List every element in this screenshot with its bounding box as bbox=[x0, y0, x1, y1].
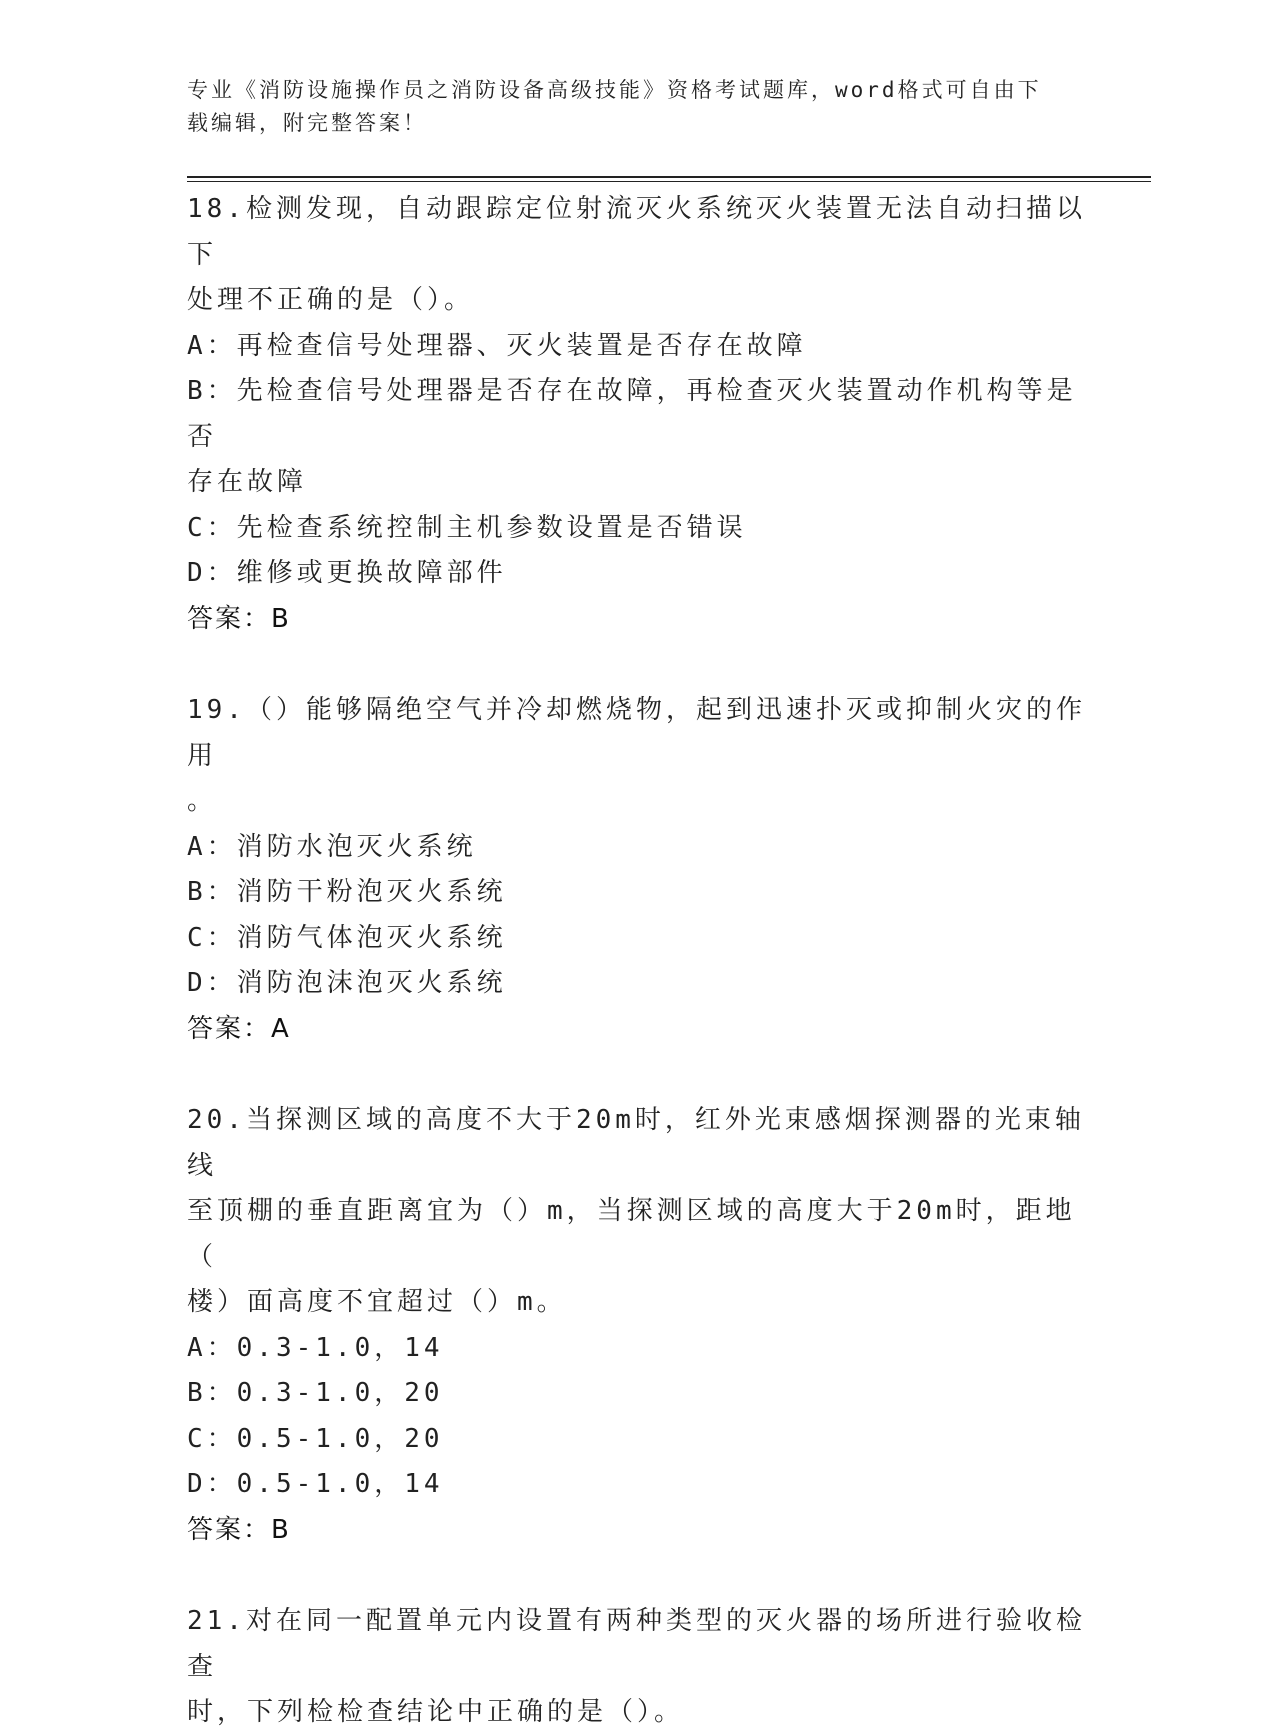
option-d: D：0.5-1.0，14 bbox=[187, 1469, 444, 1499]
option-c: C：消防气体泡灭火系统 bbox=[187, 922, 507, 953]
question-stem-line: 时，下列检检查结论中正确的是（）。 bbox=[187, 1697, 685, 1727]
spacer bbox=[187, 642, 1087, 688]
question-stem-line: 处理不正确的是（）。 bbox=[187, 285, 475, 315]
answer-label: 答案：B bbox=[187, 1514, 291, 1545]
header-line-2: 载编辑，附完整答案！ bbox=[187, 111, 427, 135]
answer-label: 答案：B bbox=[187, 603, 291, 634]
question-stem-line: 20.当探测区域的高度不大于20m时，红外光束感烟探测器的光束轴线 bbox=[187, 1105, 1085, 1181]
question-stem-line: 19.（）能够隔绝空气并冷却燃烧物，起到迅速扑灭或抑制火灾的作用 bbox=[187, 695, 1086, 771]
header-divider-thin bbox=[187, 181, 1151, 182]
option-b: B：0.3-1.0，20 bbox=[187, 1378, 444, 1408]
question-stem-line: 21.对在同一配置单元内设置有两种类型的灭火器的场所进行验收检查 bbox=[187, 1606, 1086, 1682]
question-stem-line: 。 bbox=[187, 786, 218, 816]
question-stem-line: 至顶棚的垂直距离宜为（）m，当探测区域的高度大于20m时，距地（ bbox=[187, 1196, 1076, 1272]
question-20 bbox=[187, 1098, 1087, 1553]
answer-label: 答案：A bbox=[187, 1013, 291, 1044]
option-a: A：再检查信号处理器、灭火装置是否存在故障 bbox=[187, 330, 807, 361]
option-a: A：消防水泡灭火系统 bbox=[187, 831, 477, 862]
option-d: D：消防泡沫泡灭火系统 bbox=[187, 968, 507, 998]
question-19 bbox=[187, 688, 1087, 1052]
option-b: B：消防干粉泡灭火系统 bbox=[187, 877, 507, 907]
question-stem-line: 18.检测发现，自动跟踪定位射流灭火系统灭火装置无法自动扫描以下 bbox=[187, 194, 1086, 270]
question-21 bbox=[187, 1599, 1087, 1736]
option-c: C：0.5-1.0，20 bbox=[187, 1423, 444, 1454]
document-header bbox=[187, 74, 1067, 140]
option-c: C：先检查系统控制主机参数设置是否错误 bbox=[187, 512, 747, 543]
question-18 bbox=[187, 187, 1087, 642]
question-list bbox=[187, 187, 1087, 1736]
option-b: B：先检查信号处理器是否存在故障，再检查灭火装置动作机构等是否 bbox=[187, 376, 1077, 452]
option-d: D：维修或更换故障部件 bbox=[187, 558, 507, 588]
spacer bbox=[187, 1553, 1087, 1599]
option-a: A：0.3-1.0，14 bbox=[187, 1332, 444, 1363]
header-divider-thick bbox=[187, 176, 1151, 178]
option-b-continued: 存在故障 bbox=[187, 467, 308, 497]
header-line-1: 专业《消防设施操作员之消防设备高级技能》资格考试题库，word格式可自由下 bbox=[187, 78, 1042, 102]
spacer bbox=[187, 1052, 1087, 1098]
question-stem-line: 楼）面高度不宜超过（）m。 bbox=[187, 1287, 567, 1317]
